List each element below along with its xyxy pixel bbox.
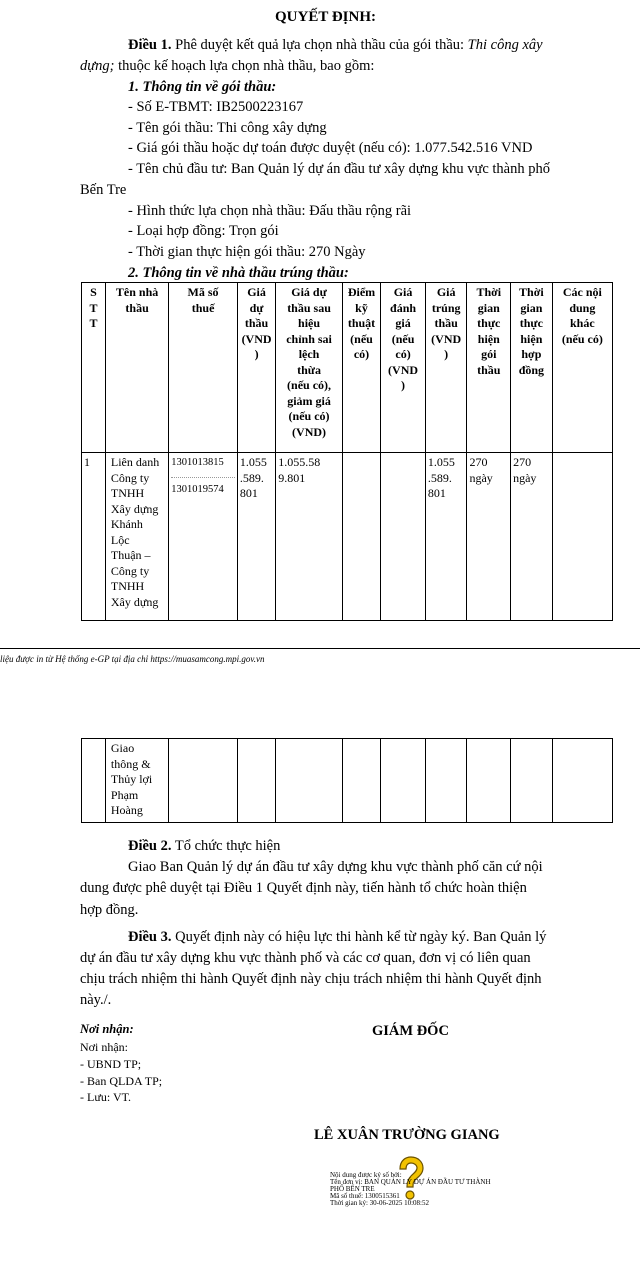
name-line: Phạm [110, 787, 139, 802]
h9-5: đồng [518, 362, 545, 377]
cell-tax-codes [169, 453, 238, 621]
cont-cell [237, 739, 275, 823]
name-line: TNHH [110, 579, 145, 593]
dieu2-heading [128, 837, 280, 855]
h4-1: thầu sau [287, 300, 331, 315]
digital-signature [330, 1168, 530, 1212]
cont-cell [342, 739, 380, 823]
header-stt [82, 283, 106, 453]
h7-1: trúng [431, 300, 461, 315]
cell-bid-price [237, 453, 275, 621]
h5-4: có) [353, 347, 370, 361]
name-line: Thủy lợi [110, 772, 153, 786]
cell-adjusted-price [276, 453, 343, 621]
h9-3: hiện [520, 331, 543, 346]
win-line: .589. [427, 470, 452, 485]
bid-line: 801 [239, 486, 258, 500]
header-package-time [467, 283, 511, 453]
h1-0: Tên nhà [115, 285, 159, 299]
dieu1-line2-rest: thuộc kế hoạch lựa chọn nhà thầu, bao gồm: [114, 58, 375, 74]
bid-line: 1.055 [239, 455, 267, 469]
cont-cell [467, 739, 511, 823]
h3-1: dự [249, 300, 264, 315]
section2-heading: 2. Thông tin về nhà thầu trúng thầu: [128, 265, 349, 281]
h4-0: Giá dự [291, 285, 327, 299]
header-bid-price [237, 283, 275, 453]
cont-cell [425, 739, 467, 823]
h8-4: gói [481, 347, 497, 361]
h10-3: (nếu có) [561, 331, 603, 346]
h5-1: kỹ [355, 300, 368, 315]
cell-tech-score [342, 453, 380, 621]
h3-2: thầu [244, 316, 269, 330]
document-title: QUYẾT ĐỊNH: [275, 9, 376, 25]
h9-2: thực [519, 316, 543, 330]
cont-cell [511, 739, 553, 823]
h4-6: (nếu có), [287, 378, 332, 392]
h9-4: hợp [521, 347, 542, 361]
h0-0: S [90, 285, 97, 299]
signer-name: LÊ XUÂN TRƯỜNG GIANG [314, 1127, 500, 1143]
h10-2: khác [569, 316, 595, 330]
cont-cell [82, 739, 106, 823]
pkg-time-line: 270 [469, 455, 488, 469]
winner-table-continued [81, 738, 613, 823]
h4-2: hiệu [298, 316, 321, 330]
dieu1-text-italic: Thi công xây [467, 37, 543, 53]
cont-cell [552, 739, 612, 823]
recipient-item: - Ban QLDA TP; [80, 1074, 163, 1088]
dieu3-l1: Quyết định này có hiệu lực thi hành kể từ ngày ký. Ban Quản lý [171, 929, 547, 945]
tax-code-2: 1301019574 [171, 483, 224, 495]
info-item: - Hình thức lựa chọn nhà thầu: Đấu thầu rộng rãi [128, 203, 412, 219]
signature-line: PHỐ BẾN TRE [330, 1185, 375, 1193]
h10-1: dung [569, 300, 596, 315]
h6-2: giá [395, 316, 411, 330]
cont-cell [381, 739, 426, 823]
h4-7: giảm giá [287, 393, 331, 408]
table-row [82, 453, 613, 621]
info-item: - Tên chủ đầu tư: Ban Quản lý dự án đầu tư xây dựng khu vực thành phố [128, 161, 550, 177]
h1-1: thầu [125, 300, 149, 315]
name-line: Xây dựng [110, 501, 159, 516]
signature-line: Tên đơn vị: BAN QUẢN LÝ DỰ ÁN ĐẦU TƯ THÀNH [330, 1178, 491, 1186]
name-line: Giao [110, 741, 135, 755]
dieu3-line2: dự án đầu tư xây dựng khu vực thành phố và các cơ quan, đơn vị có liên quan [80, 950, 531, 966]
dieu2-p3: hợp đồng. [80, 902, 139, 918]
cell-eval-price [381, 453, 426, 621]
header-adjusted-price [276, 283, 343, 453]
cell-other [552, 453, 612, 621]
adj-line: 1.055.58 [278, 455, 321, 469]
h6-3: (nếu [391, 331, 415, 346]
name-line: Lộc [110, 532, 130, 547]
recipients-sub: Nơi nhận: [80, 1040, 129, 1054]
h3-4: ) [254, 347, 259, 361]
recipient-item: - Lưu: VT. [80, 1090, 132, 1104]
signature-line: Mã số thuế: 1300515361 [330, 1192, 400, 1200]
win-line: 1.055 [427, 455, 455, 469]
name-line: Thuận – [110, 548, 151, 562]
cell-contractor-name [105, 453, 168, 621]
info-item: Bến Tre [80, 182, 127, 198]
cont-cell [276, 739, 343, 823]
dieu2-p1: Giao Ban Quản lý dự án đầu tư xây dựng khu vực thành phố căn cứ nội [128, 859, 543, 875]
header-tech-score [342, 283, 380, 453]
name-line: Hoàng [110, 803, 143, 817]
section1-heading: 1. Thông tin về gói thầu: [128, 79, 277, 95]
signer-title: GIÁM ĐỐC [372, 1023, 449, 1039]
h7-2: thầu [434, 316, 458, 330]
cont-contractor-name [105, 739, 168, 823]
h6-4: có) [395, 347, 411, 361]
table-row [82, 739, 613, 823]
h2-0: Mã số [187, 285, 219, 299]
signature-line: Nội dung được ký số bởi: [330, 1171, 402, 1179]
h7-0: Giá [436, 285, 456, 299]
h6-1: đánh [390, 300, 417, 315]
ctr-time-line: ngày [513, 470, 537, 485]
dieu1-line2 [80, 57, 374, 75]
cont-cell [169, 739, 238, 823]
header-tax-code [169, 283, 238, 453]
header-eval-price [381, 283, 426, 453]
h0-2: T [89, 316, 98, 330]
h5-2: thuật [347, 316, 376, 330]
h5-3: (nếu [350, 331, 373, 346]
dieu3-line4: này./. [80, 992, 112, 1008]
ctr-time-line: 270 [513, 455, 532, 469]
name-line: TNHH [110, 486, 145, 500]
info-item: - Loại hợp đồng: Trọn gói [128, 223, 279, 239]
dieu2-label: Điều 2. [128, 838, 172, 854]
pkg-time-line: ngày [469, 470, 493, 485]
cell-winning-price [425, 453, 467, 621]
system-footer-note: liệu được in từ Hệ thống e-GP tại địa chỉ https://muasamcong.mpi.gov.vn [0, 654, 265, 664]
cell-contract-time [511, 453, 553, 621]
dieu1-line2-italic: dựng; [80, 58, 115, 74]
dieu2-p2: dung được phê duyệt tại Điều 1 Quyết định này, tiến hành tổ chức hoàn thiện [80, 880, 527, 896]
signature-line: Thời gian ký: 30-06-2025 10:08:52 [330, 1199, 429, 1207]
header-winning-price [425, 283, 467, 453]
h8-3: hiện [477, 331, 500, 346]
h9-1: gian [520, 300, 543, 315]
name-line: Công ty [110, 470, 150, 485]
h7-3: (VND [431, 331, 462, 346]
h8-1: gian [477, 300, 500, 315]
page-break-line [0, 648, 640, 649]
dieu2-text: Tổ chức thực hiện [171, 838, 281, 854]
cell-package-time [467, 453, 511, 621]
dieu1-text-a: Phê duyệt kết quả lựa chọn nhà thầu của gói thầu: [171, 37, 468, 53]
name-line: Liên danh [110, 455, 160, 469]
h6-5: (VND [388, 362, 419, 377]
dieu3-line3: chịu trách nhiệm thi hành Quyết định này chịu trách nhiệm thi hành Quyết định [80, 971, 542, 987]
h8-5: thầu [477, 362, 501, 377]
adj-line: 9.801 [278, 470, 306, 485]
info-item: - Tên gói thầu: Thi công xây dựng [128, 120, 327, 136]
h2-1: thuế [191, 300, 215, 315]
recipient-item: - UBND TP; [80, 1057, 142, 1071]
name-line: Xây dựng [110, 594, 159, 609]
h8-2: thực [477, 316, 501, 330]
h3-3: (VND [241, 331, 272, 346]
name-line: Công ty [110, 563, 150, 578]
cell-stt: 1 [82, 453, 106, 621]
win-line: 801 [427, 486, 446, 500]
h7-4: ) [444, 347, 449, 361]
header-contract-time [511, 283, 553, 453]
bid-line: .589. [239, 470, 264, 485]
h5-0: Điểm [347, 285, 376, 299]
winner-table [81, 282, 613, 621]
header-contractor-name [105, 283, 168, 453]
info-item: - Số E-TBMT: IB2500223167 [128, 99, 304, 115]
h4-4: lệch [298, 347, 320, 361]
dieu3-label: Điều 3. [128, 929, 172, 945]
header-other [552, 283, 612, 453]
h6-6: ) [401, 378, 406, 392]
name-line: Khánh [110, 517, 143, 531]
h3-0: Giá [247, 285, 266, 299]
dieu1-label: Điều 1. [128, 37, 172, 53]
h9-0: Thời [519, 285, 544, 299]
tax-code-1: 1301013815 [171, 455, 235, 478]
h8-0: Thời [476, 285, 502, 299]
dieu3-line1 [128, 928, 546, 946]
h4-8: (nếu có) [288, 409, 330, 423]
info-item: - Thời gian thực hiện gói thầu: 270 Ngày [128, 244, 366, 260]
h0-1: T [89, 300, 98, 315]
h10-0: Các nội [562, 285, 602, 299]
info-item: - Giá gói thầu hoặc dự toán được duyệt (nếu có): 1.077.542.516 VND [128, 140, 533, 156]
h6-0: Giá [393, 285, 413, 299]
recipients-heading: Nơi nhận: [80, 1022, 134, 1036]
h4-5: thừa [297, 362, 321, 377]
dieu1-line1 [128, 36, 543, 54]
name-line: thông & [110, 756, 151, 771]
h4-3: chỉnh sai [286, 331, 332, 346]
h4-9: (VND) [292, 424, 327, 439]
